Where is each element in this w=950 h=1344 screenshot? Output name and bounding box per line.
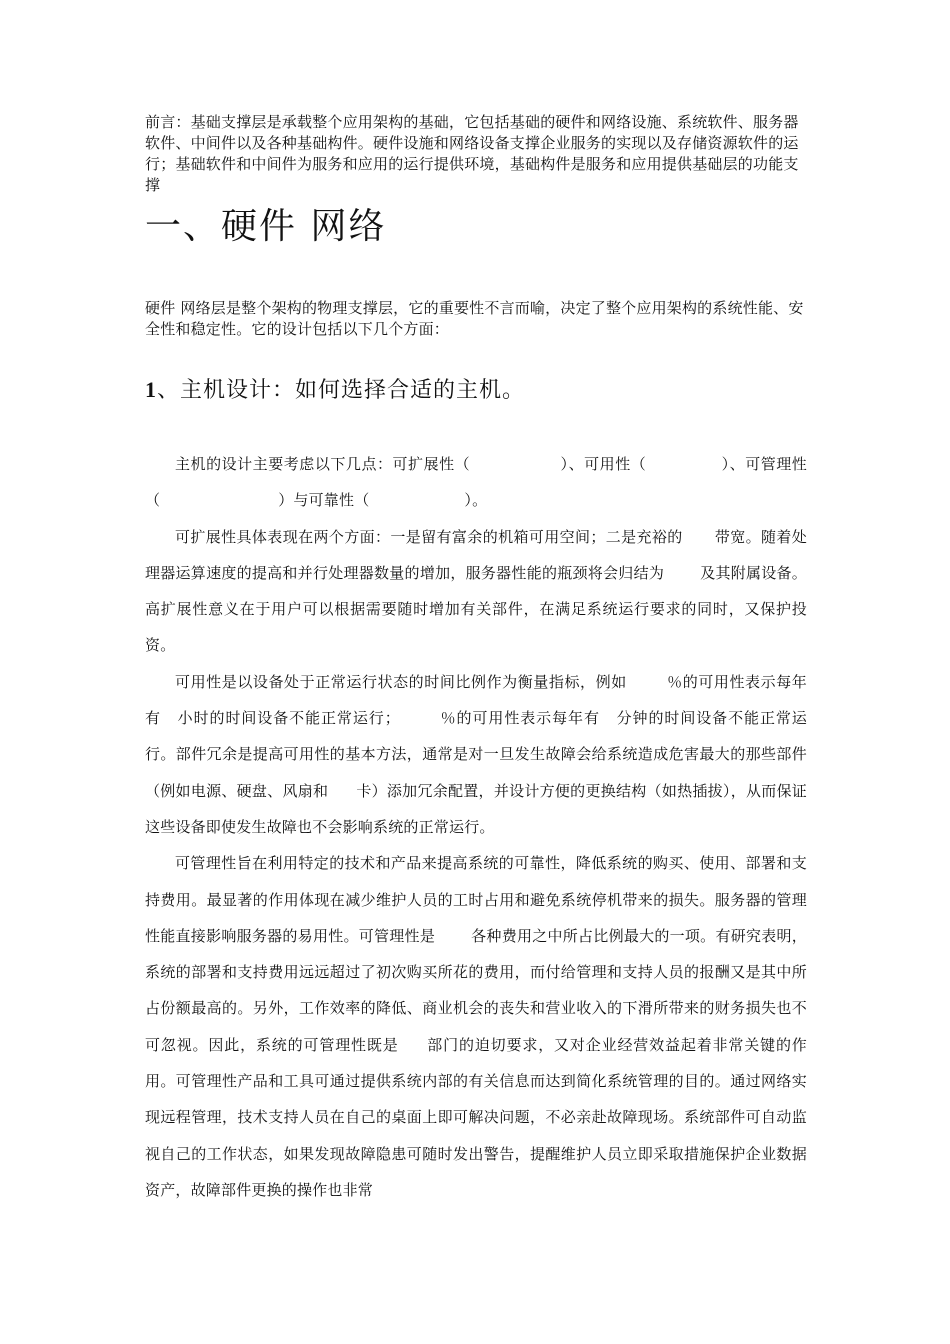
paragraph-manageability	[145, 845, 807, 1208]
subsection-number: 1	[145, 377, 157, 402]
body-text	[145, 446, 807, 1208]
text-run: 可扩展性具体表现在两个方面：一是留有富余的机箱可用空间；二是充裕的	[175, 527, 683, 546]
subsection-title: 、主机设计：如何选择合适的主机。	[157, 378, 526, 403]
document-page	[145, 112, 807, 1208]
text-run: ％的可用性表示每年有	[145, 672, 807, 728]
text-run: 可管理性旨在利用特定的技术和产品来提高系统的可靠性，降低系统的购买、使用、部署和支持费用。最显著的作用体现在减少维护人员的工时占用和避免系统停机带来的损失。服务器的管理性能直接影响服务器的易用性。可管理性是	[145, 854, 807, 945]
text-run: ）与可靠性（	[278, 491, 370, 510]
paragraph-scalability	[145, 519, 807, 664]
text-run: ）、可管理性（	[145, 455, 808, 510]
intro-paragraph: 前言：基础支撑层是承载整个应用架构的基础，它包括基础的硬件和网络设施、系统软件、服务器软件、中间件以及各种基础构件。硬件设施和网络设备支撑企业服务的实现以及存储资源软件的运行；基础软件和中间件为服务和应用的运行提供环境，基础构件是服务和应用提供基础层的功能支撑	[145, 113, 799, 194]
text-run: 卡）添加冗余配置，并设计方便的更换结构（如热插拔），从而保证这些设备即使发生故障也不会影响系统的正常运行。	[145, 781, 807, 836]
text-run: 及其附属设备。高扩展性意义在于用户可以根据需要随时增加有关部件，在满足系统运行要求的同时，又保护投资。	[145, 563, 808, 655]
text-run: 分钟的时间设备不能正常运行。部件冗余是提高可用性的基本方法，通常是对一旦发生故障会给系统造成危害最大的那些部件（例如电源、硬盘、风扇和	[145, 709, 807, 800]
text-run: ％的可用性表示每年有	[439, 709, 600, 728]
subsection-heading-host-design	[145, 375, 807, 406]
text-run: ）、可用性（	[560, 455, 647, 473]
text-run: 主机的设计主要考虑以下几点：可扩展性（	[175, 455, 471, 473]
paragraph-host-factors	[145, 446, 807, 519]
text-run: ）。	[464, 491, 488, 510]
text-run: 各种费用之中所占比例最大的一项。有研究表明，系统的部署和支持费用远远超过了初次购买所花的费用，而付给管理和支持人员的报酬又是其中所占份额最高的。另外，工作效率的降低、商业机会的丧失和营业收入的下滑所带来的财务损失也不可忽视。因此，系统的可管理性既是	[145, 926, 807, 1054]
section-heading-hardware-network: 一、硬件 网络	[145, 206, 387, 247]
text-run: 带宽。随着处理器运算速度的提高和并行处理器数量的增加，服务器性能的瓶颈将会归结为	[145, 527, 807, 582]
text-run: 可用性是以设备处于正常运行状态的时间比例作为衡量指标，例如	[175, 672, 627, 691]
paragraph-availability	[145, 664, 807, 845]
text-run: 部门的迫切要求，又对企业经营效益起着非常关键的作用。可管理性产品和工具可通过提供系统内部的有关信息而达到简化系统管理的目的。通过网络实现远程管理，技术支持人员在自己的桌面上即可解决问题，不必亲赴故障现场。系统部件可自动监视自己的工作状态，如果发现故障隐患可随时发出警告，提醒维护人员立即采取措施保护企业数据资产，故障部件更换的操作也非常	[145, 1035, 808, 1199]
text-run: 小时的时间设备不能正常运行；	[176, 709, 400, 728]
section-intro-paragraph: 硬件 网络层是整个架构的物理支撑层，它的重要性不言而喻，决定了整个应用架构的系统性能、安全性和稳定性。它的设计包括以下几个方面：	[145, 299, 804, 338]
